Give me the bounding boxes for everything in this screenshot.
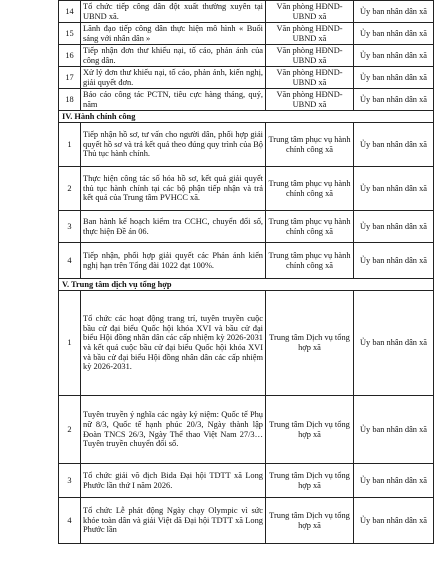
row-number: 4 bbox=[59, 498, 81, 544]
responsible: Ủy ban nhân dân xã bbox=[354, 243, 434, 279]
organization: Trung tâm Dịch vụ tổng hợp xã bbox=[266, 396, 354, 464]
table-row bbox=[59, 291, 434, 396]
table-row bbox=[59, 23, 434, 45]
row-number: 3 bbox=[59, 211, 81, 243]
task-text: Tổ chức giải võ địch Bida Đại hội TDTT xã Long Phước lần thứ I năm 2026. bbox=[81, 464, 266, 498]
table-row bbox=[59, 243, 434, 279]
row-number: 4 bbox=[59, 243, 81, 279]
table-row bbox=[59, 45, 434, 67]
task-text: Báo cáo công tác PCTN, tiêu cực hàng tháng, quý, năm bbox=[81, 89, 266, 111]
section-title: IV. Hành chính công bbox=[59, 111, 434, 123]
task-text: Tuyên truyền ý nghĩa các ngày kỷ niệm: Quốc tế Phụ nữ 8/3, Quốc tế hạnh phúc 20/3, Ngày thành lập Đoàn TNCS 26/3, Ngày Thể thao Việt Nam 27/3… Tuyên truyền chuyển đổi số. bbox=[81, 396, 266, 464]
responsible: Ủy ban nhân dân xã bbox=[354, 45, 434, 67]
responsible: Ủy ban nhân dân xã bbox=[354, 211, 434, 243]
row-number: 16 bbox=[59, 45, 81, 67]
table-row bbox=[59, 167, 434, 211]
responsible: Ủy ban nhân dân xã bbox=[354, 23, 434, 45]
section-title: V. Trung tâm dịch vụ tổng hợp bbox=[59, 279, 434, 291]
organization: Trung tâm Dịch vụ tổng hợp xã bbox=[266, 464, 354, 498]
task-text: Lãnh đạo tiếp công dân thực hiện mô hình « Buổi sáng với nhân dân » bbox=[81, 23, 266, 45]
organization: Văn phòng HĐND-UBND xã bbox=[266, 67, 354, 89]
task-text: Xử lý đơn thư khiếu nại, tố cáo, phản ánh, kiến nghị, giải quyết đơn. bbox=[81, 67, 266, 89]
responsible: Ủy ban nhân dân xã bbox=[354, 1, 434, 23]
row-number: 1 bbox=[59, 123, 81, 167]
organization: Văn phòng HĐND-UBND xã bbox=[266, 89, 354, 111]
responsible: Ủy ban nhân dân xã bbox=[354, 167, 434, 211]
organization: Trung tâm phục vụ hành chính công xã bbox=[266, 243, 354, 279]
responsible: Ủy ban nhân dân xã bbox=[354, 498, 434, 544]
responsible: Ủy ban nhân dân xã bbox=[354, 464, 434, 498]
responsible: Ủy ban nhân dân xã bbox=[354, 67, 434, 89]
organization: Trung tâm phục vụ hành chính công xã bbox=[266, 123, 354, 167]
row-number: 3 bbox=[59, 464, 81, 498]
organization: Văn phòng HĐND-UBND xã bbox=[266, 45, 354, 67]
row-number: 1 bbox=[59, 291, 81, 396]
responsible: Ủy ban nhân dân xã bbox=[354, 123, 434, 167]
row-number: 18 bbox=[59, 89, 81, 111]
organization: Trung tâm phục vụ hành chính công xã bbox=[266, 167, 354, 211]
row-number: 2 bbox=[59, 167, 81, 211]
row-number: 15 bbox=[59, 23, 81, 45]
task-text: Tổ chức Lễ phát động Ngày chạy Olympic vì sức khỏe toàn dân và giải Việt dã Đại hội TDTT xã Long Phước lần bbox=[81, 498, 266, 544]
task-text: Ban hành kế hoạch kiểm tra CCHC, chuyển đổi số, thực hiện Đề án 06. bbox=[81, 211, 266, 243]
organization: Trung tâm Dịch vụ tổng hợp xã bbox=[266, 498, 354, 544]
responsible: Ủy ban nhân dân xã bbox=[354, 396, 434, 464]
task-text: Tiếp nhận, phối hợp giải quyết các Phản ánh kiến nghị hạn trên Tổng đài 1022 đạt 100%. bbox=[81, 243, 266, 279]
table-row bbox=[59, 211, 434, 243]
responsible: Ủy ban nhân dân xã bbox=[354, 291, 434, 396]
table-row bbox=[59, 89, 434, 111]
organization: Văn phòng HĐND-UBND xã bbox=[266, 23, 354, 45]
table-row bbox=[59, 464, 434, 498]
table-row bbox=[59, 1, 434, 23]
task-table bbox=[58, 0, 434, 544]
responsible: Ủy ban nhân dân xã bbox=[354, 89, 434, 111]
organization: Trung tâm phục vụ hành chính công xã bbox=[266, 211, 354, 243]
table-row bbox=[59, 123, 434, 167]
section-header-row bbox=[59, 111, 434, 123]
section-header-row bbox=[59, 279, 434, 291]
task-text: Tổ chức tiếp công dân đột xuất thường xuyên tại UBND xã. bbox=[81, 1, 266, 23]
organization: Trung tâm Dịch vụ tổng hợp xã bbox=[266, 291, 354, 396]
document-page bbox=[58, 0, 433, 544]
row-number: 14 bbox=[59, 1, 81, 23]
table-row bbox=[59, 67, 434, 89]
task-text: Tổ chức các hoạt động trang trí, tuyên truyền cuộc bầu cử đại biểu Quốc hội khóa XVI và bầu cử đại biểu Hội đồng nhân dân các cấp nhiệm kỳ 2026-2031 và kết quả cuộc bầu cử đại biểu Quốc hội khóa XVI và bầu cử đại biểu Hội đồng nhân dân các cấp nhiệm kỳ 2026-2031. bbox=[81, 291, 266, 396]
task-text: Tiếp nhận đơn thư khiếu nại, tố cáo, phản ánh của công dân. bbox=[81, 45, 266, 67]
row-number: 2 bbox=[59, 396, 81, 464]
organization: Văn phòng HĐND-UBND xã bbox=[266, 1, 354, 23]
table-row bbox=[59, 396, 434, 464]
row-number: 17 bbox=[59, 67, 81, 89]
task-text: Tiếp nhận hồ sơ, tư vấn cho người dân, phối hợp giải quyết hồ sơ và trả kết quả theo đúng quy trình của Bộ Thủ tục hành chính. bbox=[81, 123, 266, 167]
task-text: Thực hiện công tác số hóa hồ sơ, kết quả giải quyết thủ tục hành chính tại các bộ phận tiếp nhận và trả kết quả của Trung tâm PVHCC xã. bbox=[81, 167, 266, 211]
table-row bbox=[59, 498, 434, 544]
